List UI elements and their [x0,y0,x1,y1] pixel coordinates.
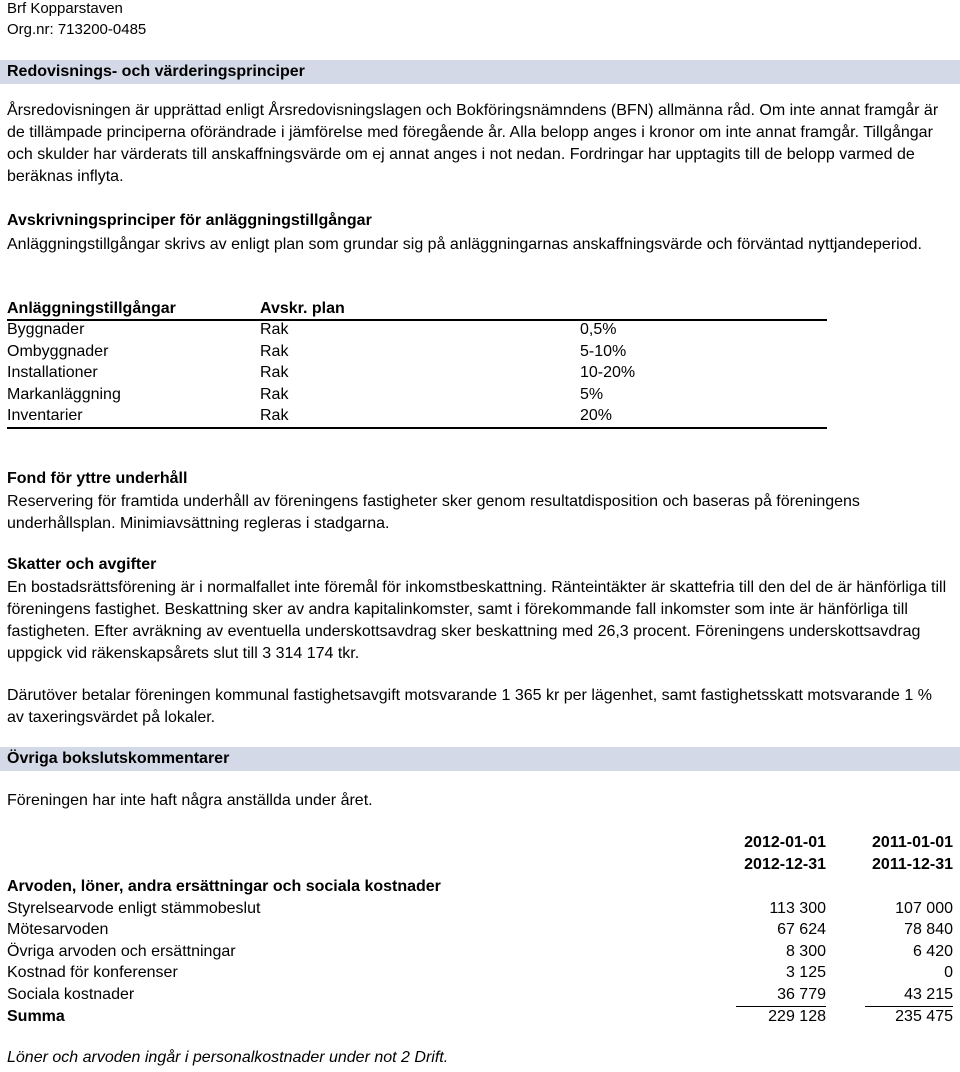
org-number: Org.nr: 713200-0485 [7,21,147,38]
asset-name: Markanläggning [7,386,121,403]
tax-paragraph-1: En bostadsrättsförening är i normalfallet inte föremål för inkomstbeskattning. Ränteintäkter är skattefria till den del de är hänförliga till föreningens fastighet. Beskattning sker av andra kapitalinkomster, samt i förekommande fall inkomster som inte är hänförliga till fastigheten. Efter avräkning av eventuella underskottsavdrag sker beskattning med 26,3 procent. Föreningens underskottsavdrag uppgick vid räkenskapsårets slut till 3 314 174 tkr. [7,579,947,662]
fee-value-2012: 36 779 [777,986,826,1003]
fee-value-2012: 67 624 [777,921,826,938]
sum-rule-2011 [865,1006,953,1007]
asset-method: Rak [260,321,289,338]
fund-heading: Fond för yttre underhåll [7,470,188,487]
asset-method: Rak [260,364,289,381]
asset-rate: 5% [580,386,604,403]
employees-note: Föreningen har inte haft några anställda under året. [7,792,373,809]
asset-method: Rak [260,386,289,403]
fee-label: Kostnad för konferenser [7,964,178,981]
asset-rate: 0,5% [580,321,617,338]
fees-heading: Arvoden, löner, andra ersättningar och sociala kostnader [7,878,441,895]
asset-rate: 10-20% [580,364,636,381]
org-name: Brf Kopparstaven [7,0,123,17]
period1-from: 2012-01-01 [744,834,826,851]
section-title: Redovisnings- och värderingsprinciper [7,63,305,80]
total-label: Summa [7,1008,65,1025]
fund-paragraph: Reservering för framtida underhåll av föreningens fastigheter sker genom resultatdisposition och baseras på föreningens underhållsplan. Minimiavsättning regleras i stadgarna. [7,493,860,532]
asset-rate: 5-10% [580,343,627,360]
total-value-2011: 235 475 [895,1008,953,1025]
fee-value-2012: 113 300 [769,900,826,917]
col-header-asset: Anläggningstillgångar [7,300,176,317]
asset-name: Byggnader [7,321,85,338]
fee-label: Sociala kostnader [7,986,135,1003]
tax-paragraph-2: Därutöver betalar föreningen kommunal fastighetsavgift motsvarande 1 365 kr per lägenhet, samt fastighetsskatt motsvarande 1 % av taxeringsvärdet på lokaler. [7,687,932,726]
fees-footnote: Löner och arvoden ingår i personalkostnader under not 2 Drift. [7,1049,449,1066]
section-title: Övriga bokslutskommentarer [7,750,230,767]
fee-value-2012: 3 125 [785,964,826,981]
fee-label: Styrelsearvode enligt stämmobeslut [7,900,261,917]
fee-label: Mötesarvoden [7,921,109,938]
asset-method: Rak [260,343,289,360]
tax-heading: Skatter och avgifter [7,556,157,573]
fee-value-2011: 107 000 [895,900,953,917]
depreciation-heading: Avskrivningsprinciper för anläggningstillgångar [7,212,372,229]
fee-value-2011: 78 840 [904,921,953,938]
col-header-plan: Avskr. plan [260,300,345,317]
asset-method: Rak [260,407,289,424]
asset-name: Installationer [7,364,98,381]
period2-to: 2011-12-31 [872,856,953,873]
total-value-2012: 229 128 [768,1008,826,1025]
asset-name: Ombyggnader [7,343,109,360]
asset-name: Inventarier [7,407,83,424]
fee-value-2011: 6 420 [912,943,953,960]
period1-to: 2012-12-31 [744,856,826,873]
sum-rule-2012 [736,1006,826,1007]
fee-value-2012: 8 300 [785,943,826,960]
fee-label: Övriga arvoden och ersättningar [7,943,236,960]
fee-value-2011: 43 215 [904,986,953,1003]
principles-paragraph: Årsredovisningen är upprättad enligt Årsredovisningslagen och Bokföringsnämndens (BFN) allmänna råd. Om inte annat framgår är de tillämpade principerna oförändrade i jämförelse med föregående år. Alla belopp anges i kronor om inte annat framgår. Tillgångar och skulder har värderats till anskaffningsvärde om ej annat anges i not nedan. Fordringar har upptagits till de belopp varmed de beräknas inflyta. [7,102,939,185]
table-bottom-rule [7,427,827,429]
period2-from: 2011-01-01 [872,834,953,851]
fee-value-2011: 0 [944,964,953,981]
depreciation-paragraph: Anläggningstillgångar skrivs av enligt plan som grundar sig på anläggningarnas anskaffningsvärde och förväntad nyttjandeperiod. [7,236,922,253]
table-top-rule [7,319,827,321]
asset-rate: 20% [580,407,613,424]
